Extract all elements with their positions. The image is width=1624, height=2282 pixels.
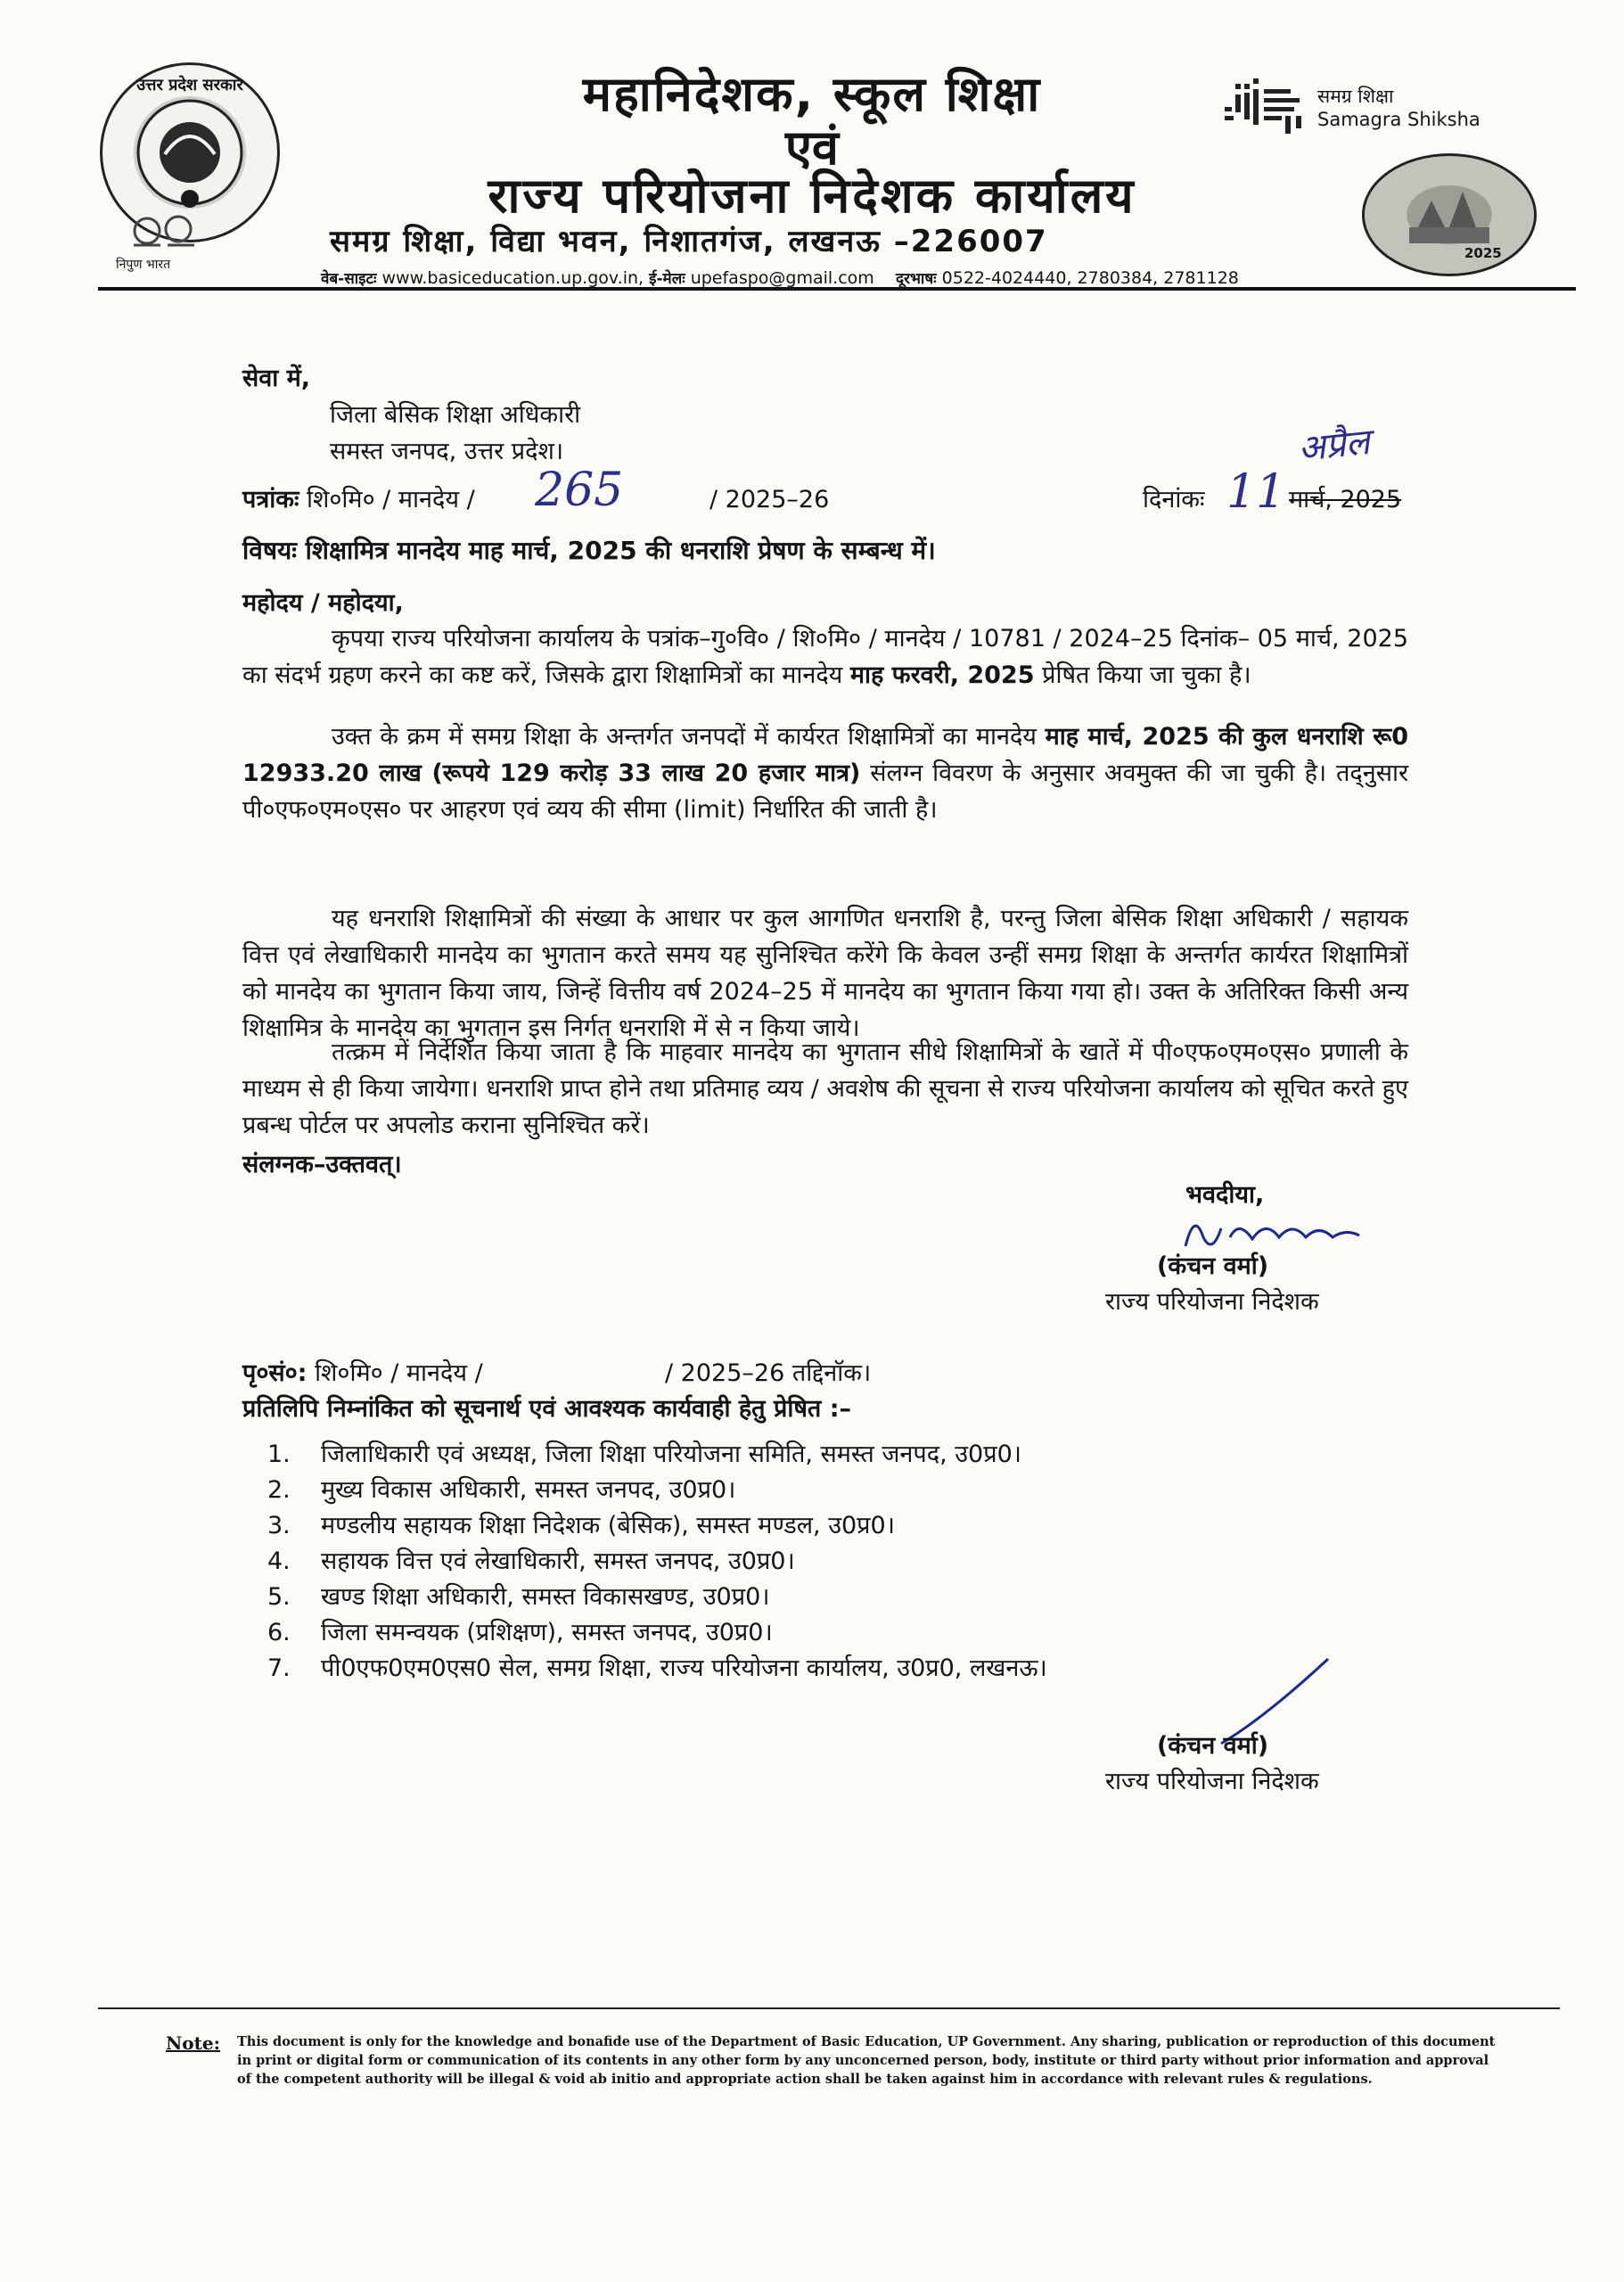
copy-item-number: 5. [267,1583,291,1611]
copy-item-text: जिलाधिकारी एवं अध्यक्ष, जिला शिक्षा परियोजना समिति, समस्त जनपद, उ0प्र0। [321,1441,1021,1468]
note-label: Note: [166,2032,220,2054]
email-label: ई-मेलः [649,270,685,288]
date-day-handwritten: 11 [1226,465,1286,519]
salutation-to: सेवा में, [242,365,311,392]
samagra-shiksha-logo [1218,71,1521,143]
reference-line [242,481,475,518]
copy-item-text: जिला समन्वयक (प्रशिक्षण), समस्त जनपद, उ0प्र0। [321,1619,773,1646]
website: www.basiceducation.up.gov.in, [381,268,644,288]
nipun-label: निपुण भारत [116,258,171,272]
copy-item-number: 7. [267,1654,291,1682]
copy-list-item [267,1615,773,1651]
phone: 0522-4024440, 2780384, 2781128 [941,268,1239,288]
signatory-designation: राज्य परियोजना निदेशक [1105,1288,1319,1316]
date-label: दिनांकः [1143,486,1205,513]
emblem-text: उत्तर प्रदेश सरकार [136,76,243,94]
reference-prefix: शि०मि० / मानदेय / [307,486,475,513]
copy-item-number: 1. [267,1441,291,1468]
copy-heading: प्रतिलिपि निम्नांकित को सूचनार्थ एवं आवश्यक कार्यवाही हेतु प्रेषित :– [242,1395,852,1423]
copy-item-number: 2. [267,1476,291,1504]
copy-item-text: मण्डलीय सहायक शिक्षा निदेशक (बेसिक), समस्त मण्डल, उ0प्र0। [321,1512,895,1539]
date-month [1289,481,1401,518]
footer-divider [98,2007,1560,2009]
phone-label: दूरभाषः [895,270,937,288]
date-month-handwritten: अप्रैल [1296,421,1372,471]
copy-ref-prefix: शि०मि० / मानदेय / [315,1359,483,1387]
signatory-name: (कंचन वर्मा) [1157,1252,1269,1280]
header-line-3: राज्य परियोजना निदेशक कार्यालय [488,168,1136,224]
email: upefaspo@gmail.com [690,268,874,288]
paragraph-2 [242,718,1408,828]
website-label: वेब-साइटः [321,270,377,288]
paragraph-2-text-b: संलग्न विवरण के अनुसार अवमुक्त की जा चुकी है। तद्नुसार पी०एफ०एम०एस० पर आहरण एवं व्यय की सीमा (limit) निर्धारित की जाती है। [242,759,1408,824]
copy-list-item [267,1473,735,1508]
copy-list-item [267,1437,1021,1473]
copy-item-number: 6. [267,1619,291,1646]
enclosure: संलग्नक–उक्तवत्। [242,1151,402,1178]
greeting: महोदय / महोदया, [242,589,404,617]
copy-item-number: 3. [267,1512,291,1539]
paragraph-1-text-b: प्रेषित किया जा चुका है। [1042,661,1251,689]
paragraph-4-text: तत्क्रम में निर्देशित किया जाता है कि माहवार मानदेय का भुगतान सीधे शिक्षामित्रों के खातें में पी०एफ०एम०एस० प्रणाली के माध्यम से ही किया जायेगा। धनराशि प्राप्त होने तथा प्रतिमाह व्यय / अवशेष की सूचना से राज्य परियोजना कार्यालय को सूचित करते हुए प्रबन्ध पोर्टल पर अपलोड कराना सुनिश्चित करें। [242,1038,1408,1139]
date-month-printed: मार्च, 2025 [1289,486,1402,513]
address-line-1: जिला बेसिक शिक्षा अधिकारी [330,401,581,429]
copy-item-text: खण्ड शिक्षा अधिकारी, समस्त विकासखण्ड, उ0प्र0। [321,1583,770,1611]
paragraph-3 [242,900,1408,1047]
reference-label: पत्रांकः [242,486,299,513]
copy-reference [242,1355,483,1391]
samagra-seal [1362,153,1537,276]
closing: भवदीया, [1185,1181,1265,1209]
header-divider [98,287,1576,291]
copy-item-text: सहायक वित्त एवं लेखाधिकारी, समस्त जनपद, उ0प्र0। [321,1547,795,1575]
paragraph-2-bold: माह मार्च, 2025 की कुल धनराशि रू0 12933.20 लाख (रूपये 129 करोड़ 33 लाख 20 हजार मात्र) [242,723,1408,787]
copy-signatory-designation: राज्य परियोजना निदेशक [1105,1768,1319,1795]
seal-year: 2025 [1464,245,1502,261]
copy-list-item [267,1508,895,1544]
samagra-hindi: समग्र शिक्षा [1317,86,1394,107]
paragraph-3-text: यह धनराशि शिक्षामित्रों की संख्या के आधार पर कुल आगणित धनराशि है, परन्तु जिला बेसिक शिक्षा अधिकारी / सहायक वित्त एवं लेखाधिकारी मानदेय का भुगतान करते समय यह सुनिश्चित करेंगे कि केवल उन्हीं समग्र शिक्षा के अन्तर्गत कार्यरत शिक्षामित्रों को मानदेय का भुगतान किया जाय, जिन्हें वित्तीय वर्ष 2024–25 में मानदेय का भुगतान किया गया हो। उक्त के अतिरिक्त किसी अन्य शिक्षामित्र के मानदेय का भुगतान इस निर्गत धनराशि में से न किया जाये। [242,905,1408,1042]
note-text: This document is only for the knowledge and bonafide use of the Department of Basic Education, UP Government. Any sharing, publication or reproduction of this document in print or digital form or communication of its contents in any other form by any unconcerned person, body, institute or third party without prior information and approval of the competent authority will be illegal & void ab initio and appropriate action shall be taken against him in accordance with relevant rules & regulations. [237,2034,1496,2087]
copy-item-number: 4. [267,1547,291,1575]
copy-list-item [267,1580,770,1615]
paragraph-4 [242,1034,1408,1144]
copy-list-item [267,1544,795,1580]
copy-item-text: मुख्य विकास अधिकारी, समस्त जनपद, उ0प्र0। [321,1476,736,1504]
reference-year: / 2025–26 [709,486,830,513]
header-line-2: एवं [785,119,839,176]
paragraph-2-text-a: उक्त के क्रम में समग्र शिक्षा के अन्तर्गत जनपदों में कार्यरत शिक्षामित्रों का मानदेय [332,723,1037,751]
paragraph-1-bold: माह फरवरी, 2025 [849,661,1035,689]
header-line-1: महानिदेशक, स्कूल शिक्षा [582,66,1042,122]
reference-number-handwritten: 265 [535,464,624,517]
samagra-english: Samagra Shiksha [1317,109,1480,130]
paragraph-1-text-a: कृपया राज्य परियोजना कार्यालय के पत्रांक–गु०वि० / शि०मि० / मानदेय / 10781 / 2024–25 दिनांक– 05 मार्च, 2025 का संदर्भ ग्रहण करने का कष्ट करें, जिसके द्वारा शिक्षामित्रों का मानदेय [242,625,1408,689]
address-line-2: समस्त जनपद, उत्तर प्रदेश। [330,438,564,465]
copy-item-text: पी0एफ0एम0एस0 सेल, समग्र शिक्षा, राज्य परियोजना कार्यालय, उ0प्र0, लखनऊ। [321,1654,1047,1682]
header-address: समग्र शिक्षा, विद्या भवन, निशातगंज, लखनऊ –226007 [330,224,1048,259]
subject: विषयः शिक्षामित्र मानदेय माह मार्च, 2025 की धनराशि प्रेषण के सम्बन्ध में। [242,536,936,565]
copy-list-item [267,1651,1047,1687]
paragraph-1 [242,620,1408,694]
copy-signatory-name: (कंचन वर्मा) [1157,1732,1269,1760]
copy-ref-year: / 2025–26 तद्दिनॉक। [665,1359,872,1387]
copy-ref-label: पृ०सं०: [242,1359,308,1387]
